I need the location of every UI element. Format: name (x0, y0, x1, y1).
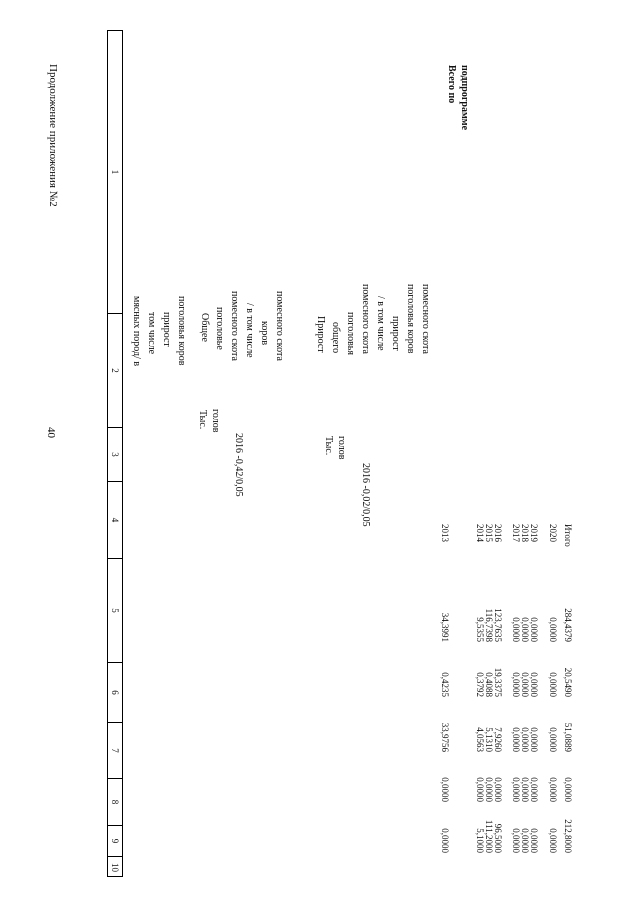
block1-indicator-line: / в том числе (244, 303, 255, 358)
value-cell-col6: 0,0000 (529, 617, 539, 642)
value-cell-col10: 111,2000 (484, 819, 494, 853)
block1-indicator-line: помесного скота (229, 291, 240, 361)
year-cell: 2014 (475, 524, 485, 542)
value-cell-col6: 116,7398 (484, 608, 494, 642)
total-label-line: подпрограмме (459, 65, 470, 131)
value-cell-col8: 7,9260 (493, 727, 503, 752)
value-cell-col9: 0,0000 (520, 777, 530, 802)
block1-indicator-line: коров (259, 321, 270, 346)
value-cell-col10: 0,0000 (440, 828, 450, 853)
block1-indicator-line: Общее (199, 313, 210, 342)
value-cell-col8: 0,0000 (529, 727, 539, 752)
block2-indicator-line: Прирост (315, 316, 326, 353)
block2-indicator-line: общего (330, 322, 341, 354)
block2-indicator-line: поголовья (345, 312, 356, 355)
page-number: 40 (45, 427, 57, 438)
header-col-2: 2 (108, 314, 122, 428)
year-cell: 2015 (484, 524, 494, 542)
value-cell-col10: 5,1000 (475, 828, 485, 853)
header-col-4: 4 (108, 482, 122, 559)
block2-indicator-line: помесного скота (420, 284, 431, 354)
value-cell-col9: 0,0000 (563, 777, 573, 802)
block1-unit-line: Тыс. (197, 410, 208, 430)
value-cell-col7: 0,4235 (440, 672, 450, 697)
year-cell: Итого (563, 524, 573, 547)
header-col-1: 1 (108, 31, 122, 314)
value-cell-col8: 0,0000 (548, 727, 558, 752)
value-cell-col7: 0,3792 (475, 672, 485, 697)
value-cell-col9: 0,0000 (493, 777, 503, 802)
block2-value: 2016 -0,02/0,05 (360, 463, 371, 527)
block1-indicator-line: поголовье (214, 307, 225, 350)
header-col-5: 5 (108, 559, 122, 663)
value-cell-col10: 96,5000 (493, 823, 503, 853)
value-cell-col9: 0,0000 (440, 777, 450, 802)
value-cell-col6: 0,0000 (548, 617, 558, 642)
year-cell: 2016 (493, 524, 503, 542)
block1-name-line: мясных пород/ в (131, 296, 142, 367)
table-header-row (107, 30, 123, 877)
value-cell-col7: 0,4088 (484, 672, 494, 697)
value-cell-col9: 0,0000 (529, 777, 539, 802)
header-col-6: 6 (108, 663, 122, 723)
value-cell-col8: 5,1310 (484, 727, 494, 752)
year-cell: 2019 (529, 524, 539, 542)
header-col-7: 7 (108, 723, 122, 779)
value-cell-col10: 212,8000 (563, 819, 573, 853)
value-cell-col10: 0,0000 (511, 828, 521, 853)
value-cell-col9: 0,0000 (484, 777, 494, 802)
block2-indicator-line: прирост (390, 316, 401, 351)
header-col-10: 10 (110, 863, 120, 872)
block1-unit-line: голов (210, 409, 221, 433)
block1-name-line: том числе (146, 312, 157, 355)
value-cell-col9: 0,0000 (548, 777, 558, 802)
value-cell-col6: 34,3991 (440, 612, 450, 642)
value-cell-col7: 0,0000 (548, 672, 558, 697)
value-cell-col7: 20,5490 (563, 667, 573, 697)
block2-indicator-line: / в том числе (375, 296, 386, 351)
header-col-8: 8 (108, 779, 122, 826)
year-cell: 2017 (511, 524, 521, 542)
year-cell: 2018 (520, 524, 530, 542)
year-cell: 2013 (440, 524, 450, 542)
value-cell-col9: 0,0000 (475, 777, 485, 802)
block1-name-line: поголовья коров (176, 296, 187, 366)
value-cell-col8: 51,0889 (563, 722, 573, 752)
value-cell-col7: 0,0000 (520, 672, 530, 697)
block1-value: 2016 -0,42/0,05 (233, 433, 244, 497)
block2-indicator-line: помесного скота (360, 284, 371, 354)
value-cell-col7: 0,0000 (511, 672, 521, 697)
value-cell-col10: 0,0000 (529, 828, 539, 853)
value-cell-col10: 0,0000 (548, 828, 558, 853)
total-label-line: Всего по (446, 65, 457, 104)
value-cell-col7: 0,0000 (529, 672, 539, 697)
value-cell-col8: 0,0000 (520, 727, 530, 752)
appendix-title: Продолжение приложения №2 (47, 64, 59, 207)
value-cell-col10: 0,0000 (520, 828, 530, 853)
block2-indicator-line: поголовья коров (405, 284, 416, 354)
block2-unit-line: Тыс. (323, 436, 334, 456)
value-cell-col6: 9,5355 (475, 617, 485, 642)
value-cell-col6: 284,4379 (563, 608, 573, 642)
value-cell-col6: 0,0000 (520, 617, 530, 642)
value-cell-col8: 33,9756 (440, 722, 450, 752)
value-cell-col8: 0,0000 (511, 727, 521, 752)
header-col-9: 9 (108, 826, 122, 857)
block1-name-line: прирост (161, 312, 172, 347)
value-cell-col6: 0,0000 (511, 617, 521, 642)
value-cell-col8: 4,0563 (475, 727, 485, 752)
value-cell-col9: 0,0000 (511, 777, 521, 802)
block2-unit-line: голов (336, 436, 347, 460)
block1-indicator-line: помесного скота (274, 291, 285, 361)
year-cell: 2020 (548, 524, 558, 542)
value-cell-col6: 123,7635 (493, 608, 503, 642)
value-cell-col7: 19,3375 (493, 667, 503, 697)
header-col-3: 3 (108, 428, 122, 482)
